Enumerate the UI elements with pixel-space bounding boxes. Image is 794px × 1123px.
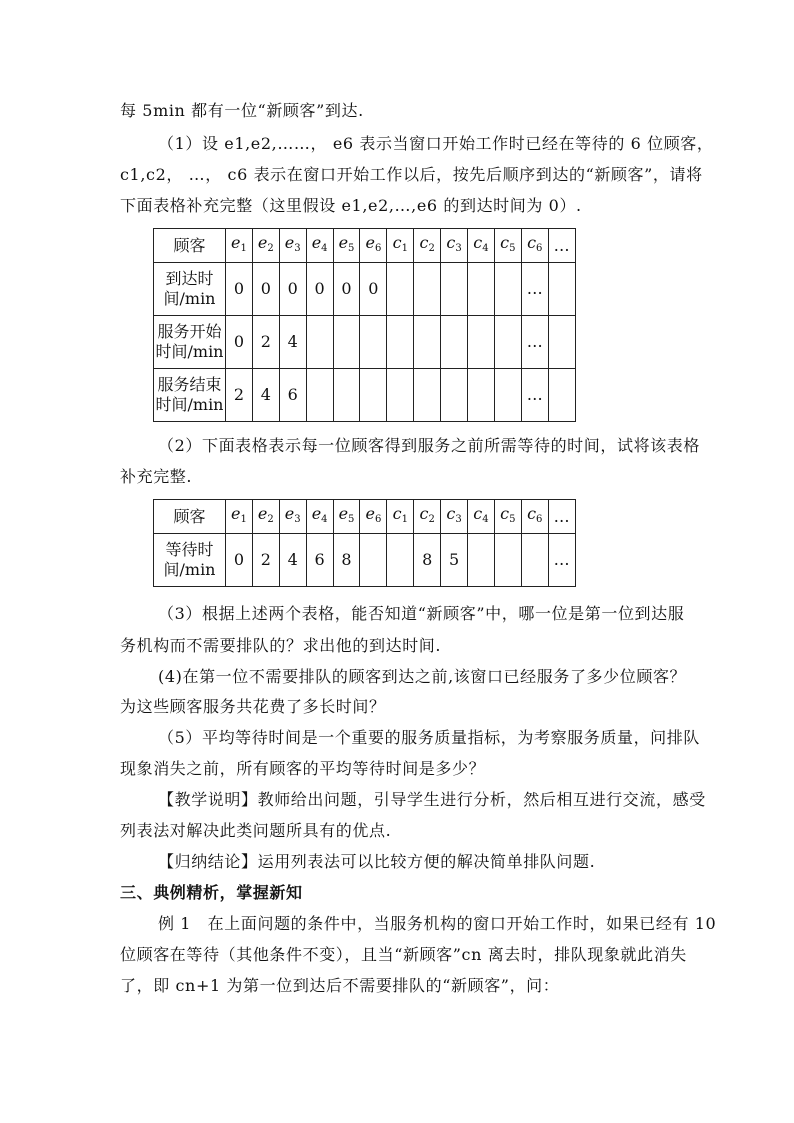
column-header: c6 [521,500,548,534]
paragraph-line: 每 5min 都有一位“新顾客”到达. [120,101,364,120]
row-label-line: 服务开始 [157,322,222,341]
section-heading: 三、典例精析，掌握新知 [120,883,303,902]
table-cell [387,316,414,369]
column-header: e4 [306,229,333,263]
table-cell [333,369,360,422]
row-label-line: 到达时 [165,269,214,288]
table-cell: 0 [226,534,253,587]
table-cell [360,316,387,369]
table-row [154,316,576,369]
table-cell [414,316,441,369]
table-cell [333,316,360,369]
paragraph-line: （5）平均等待时间是一个重要的服务质量指标，为考察服务质量，问排队 [158,728,700,747]
column-header: e3 [279,500,306,534]
column-header-ellipsis: … [548,500,575,534]
row-label [154,316,226,369]
table-cell: 8 [414,534,441,587]
row-label-line: 服务结束 [157,375,222,394]
paragraph-line: （1）设 e1,e2,……， e6 表示当窗口开始工作时已经在等待的 6 位顾客， [158,134,714,153]
table-cell: 4 [252,369,279,422]
table-cell [468,263,495,316]
paragraph-line: c1,c2， …， c6 表示在窗口开始工作以后，按先后顺序到达的“新顾客”，请将 [120,165,703,184]
column-header: c2 [414,229,441,263]
paragraph-line: 位顾客在等待（其他条件不变），且当“新顾客”cn 离去时，排队现象就此消失 [120,945,687,964]
paragraph-line: 列表法对解决此类问题所具有的优点. [120,821,392,840]
table-cell [494,534,521,587]
table-cell [306,369,333,422]
table-cell [387,534,414,587]
row-label-line: 时间/min [155,342,224,361]
table-cell: 0 [226,316,253,369]
table-cell [548,369,575,422]
column-header: c3 [441,229,468,263]
table-row [154,263,576,316]
table-cell: 0 [226,263,253,316]
column-header: c5 [494,500,521,534]
table-row [154,534,576,587]
table-cell [414,369,441,422]
column-header: e1 [226,500,253,534]
paragraph-line: 【教学说明】教师给出问题，引导学生进行分析，然后相互进行交流，感受 [158,790,706,809]
column-header: e2 [252,500,279,534]
column-header: e6 [360,229,387,263]
table-cell: 0 [252,263,279,316]
table-cell: 0 [360,263,387,316]
table-cell: 8 [333,534,360,587]
table-header-row [154,500,576,534]
column-header: c1 [387,229,414,263]
row-label-line: 间/min [163,560,216,579]
table-cell [387,369,414,422]
paragraph-line: 了，即 cn+1 为第一位到达后不需要排队的“新顾客”，问： [120,976,560,995]
row-label [154,369,226,422]
table-cell [387,263,414,316]
column-header: c6 [521,229,548,263]
table-cell [468,369,495,422]
table-header-row [154,229,576,263]
column-header: c3 [441,500,468,534]
table-cell: … [521,263,548,316]
table-row [154,369,576,422]
table-cell [494,316,521,369]
table-cell [494,369,521,422]
table-cell [414,263,441,316]
column-header: e5 [333,229,360,263]
table-cell [494,263,521,316]
table-cell: … [521,369,548,422]
table-cell: 6 [279,369,306,422]
table-cell: 0 [306,263,333,316]
row-label [154,263,226,316]
paragraph-line: (4)在第一位不需要排队的顾客到达之前,该窗口已经服务了多少位顾客？ [158,667,687,686]
table-cell: 0 [279,263,306,316]
waiting-time-table [153,499,576,587]
table-cell [360,534,387,587]
paragraph-line: 下面表格补充完整（这里假设 e1,e2,…,e6 的到达时间为 0）. [120,196,582,215]
table-cell [548,263,575,316]
column-header: e2 [252,229,279,263]
column-header: c2 [414,500,441,534]
table-cell: 2 [252,534,279,587]
table-cell [360,369,387,422]
table-cell [441,263,468,316]
column-header: c1 [387,500,414,534]
table-cell [548,316,575,369]
table-cell: … [521,316,548,369]
table-cell [441,369,468,422]
table-cell: 5 [441,534,468,587]
column-header: e4 [306,500,333,534]
column-header: e6 [360,500,387,534]
paragraph-line: 【归纳结论】运用列表法可以比较方便的解决简单排队问题. [158,852,596,871]
table-cell [306,316,333,369]
table-cell [468,534,495,587]
paragraph-line: 务机构而不需要排队的？求出他的到达时间. [120,636,442,655]
column-header: e3 [279,229,306,263]
table-cell [441,316,468,369]
header-label: 顾客 [154,500,226,534]
table-cell: 4 [279,316,306,369]
header-label: 顾客 [154,229,226,263]
paragraph-line: 例 1 在上面问题的条件中，当服务机构的窗口开始工作时，如果已经有 10 [158,914,717,933]
column-header: c4 [468,500,495,534]
row-label-line: 时间/min [155,395,224,414]
table-cell: 6 [306,534,333,587]
table-cell: 2 [252,316,279,369]
column-header: e5 [333,500,360,534]
column-header: e1 [226,229,253,263]
row-label [154,534,226,587]
table-cell [521,534,548,587]
table-cell: 0 [333,263,360,316]
paragraph-line: 为这些顾客服务共花费了多长时间？ [120,697,386,716]
paragraph-line: （3）根据上述两个表格，能否知道“新顾客”中，哪一位是第一位到达服 [158,604,685,623]
row-label-line: 等待时 [165,540,214,559]
row-label-line: 间/min [163,289,216,308]
column-header: c4 [468,229,495,263]
table-cell: … [548,534,575,587]
arrival-service-table [153,228,576,422]
paragraph-line: 补充完整. [120,467,193,486]
table-cell: 2 [226,369,253,422]
table-cell: 4 [279,534,306,587]
column-header-ellipsis: … [548,229,575,263]
column-header: c5 [494,229,521,263]
paragraph-line: 现象消失之前，所有顾客的平均等待时间是多少？ [120,759,486,778]
paragraph-line: （2）下面表格表示每一位顾客得到服务之前所需等待的时间，试将该表格 [158,436,700,455]
table-cell [468,316,495,369]
